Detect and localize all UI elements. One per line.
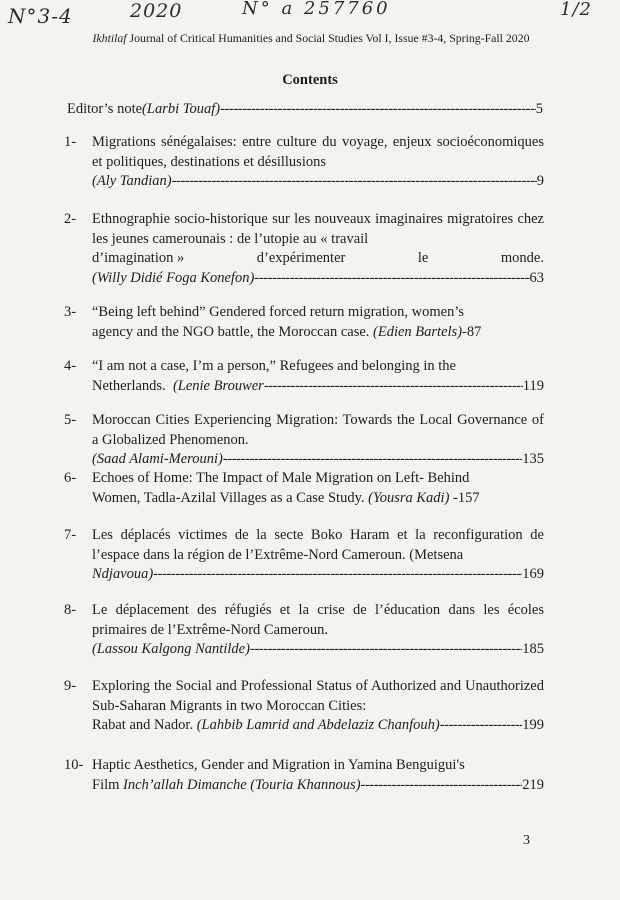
entry-title-continued: Netherlands. [92,377,173,394]
editor-note-author: (Larbi Touaf) [142,101,221,117]
entry-author: (Touria Khannous) [246,776,361,793]
toc-entry-2 [64,210,544,288]
entry-film-title: Inch’allah Dimanche [123,776,247,793]
entry-title-word: d’imagination » [92,250,185,266]
page-number: 3 [523,833,530,848]
entry-page: 63 [529,269,544,286]
entry-author: (Lenie Brouwer [172,377,264,394]
handwritten-note-fraction: 1/2 [560,0,592,20]
entry-number: 7- [64,527,77,543]
entry-title-continued: Women, Tadla-Azilal Villages as a Case Study. [92,489,369,506]
entry-author: (Lassou Kalgong Nantilde) [92,641,250,657]
entry-title: Les déplacés victimes de la secte Boko Haram et la reconfiguration de l’espace dans la région de l’Extrême-Nord Cameroun. (Metsena [92,527,544,563]
handwritten-note-number: N° a 257760 [242,0,391,19]
entry-title-continued: Rabat and Nador. [92,717,197,733]
entry-author: (Aly Tandian) [92,173,172,189]
entry-title-continued: Film [92,776,124,793]
entry-number: 10- [64,757,84,773]
toc-entry-8 [64,601,544,660]
entry-title-line [92,249,544,269]
entry-title: Haptic Aesthetics, Gender and Migration in Yamina Benguigui's [92,757,465,773]
editor-note-page: 5 [535,101,543,117]
handwritten-note-year: 2020 [130,0,183,22]
entry-title: Exploring the Social and Professional Status of Authorized and Unauthorized Sub-Saharan Migrants in two Moroccan Cities: [92,678,544,714]
leader-dots [264,377,523,397]
entry-title: “Being left behind” Gendered forced return migration, women’s [92,304,465,320]
entry-author: Ndjavoua) [92,566,154,582]
entry-number: 8- [64,602,77,618]
entry-author: (Saad Alami-Merouni) [92,451,223,467]
entry-title-continued: agency and the NGO battle, the Moroccan case. [92,323,374,340]
entry-number: 5- [64,412,77,428]
entry-number: 2- [64,211,77,227]
editor-note-entry [67,100,543,119]
toc-entry-10 [64,756,544,795]
entry-title: Echoes of Home: The Impact of Male Migration on Left- Behind [92,470,470,486]
toc-entry-1 [64,133,544,192]
entry-title: Migrations sénégalaises: entre culture du voyage, enjeux socioéconomiques et politiques, destinations et désillusions [92,134,544,170]
entry-page: 185 [522,641,544,657]
entry-number: 1- [64,134,77,150]
leader-dots [172,172,537,192]
entry-page: 135 [522,451,544,467]
entry-title-word: d’expérimenter [256,250,346,266]
entry-page: 87 [466,323,482,340]
entry-number: 9- [64,678,77,694]
entry-author: (Edien Bartels) [373,323,463,340]
entry-author: (Yousra Kadi) [368,489,450,506]
leader-dots [220,100,536,119]
handwritten-note-issue: N°3-4 [8,4,73,28]
entry-number: 4- [64,358,77,374]
leader-dots [254,269,529,289]
leader-dots [250,640,522,660]
entry-page: 199 [522,717,544,733]
leader-dots [153,565,522,585]
entry-title-word: le [417,250,429,266]
journal-header [76,31,546,46]
toc-entry-4 [64,357,544,396]
entry-number: 3- [64,304,77,320]
entry-title-word: monde. [500,250,544,266]
toc-entry-3 [64,303,544,342]
toc-entry-7 [64,526,544,585]
entry-author: (Lahbib Lamrid and Abdelaziz Chanfouh) [196,717,440,733]
contents-title: Contents [282,72,338,88]
entry-page: 219 [522,776,544,793]
entry-title: Ethnographie socio-historique sur les nouveaux imaginaires migratoires chez les jeunes camerounais : de l’utopie au « travail [92,211,544,247]
toc-entry-9 [64,677,544,736]
entry-title: Le déplacement des réfugiés et la crise de l’éducation dans les écoles primaires de l’Extrême-Nord Cameroun. [92,602,544,638]
entry-page: 9 [536,173,544,189]
journal-details: Journal of Critical Humanities and Social Studies Vol I, Issue #3-4, Spring-Fall 2020 [126,31,530,45]
entry-number: 6- [64,470,77,486]
leader-dots [440,716,523,736]
journal-name: Ikhtilaf [92,31,127,45]
editor-note-label: Editor’s note [67,101,143,117]
leader-dots [361,776,523,796]
entry-title: Moroccan Cities Experiencing Migration: Towards the Local Governance of a Globalized Phenomenon. [92,412,544,448]
entry-page: 169 [522,566,544,582]
entry-title: “I am not a case, I’m a person,” Refugees and belonging in the [92,358,456,374]
entry-author: (Willy Didié Foga Konefon) [92,269,255,286]
leader-dots [223,450,522,470]
entry-page: 119 [522,377,544,394]
entry-page: -157 [449,489,480,506]
dash: - [462,323,467,340]
toc-entry-5 [64,411,544,470]
toc-entry-6 [64,469,544,508]
